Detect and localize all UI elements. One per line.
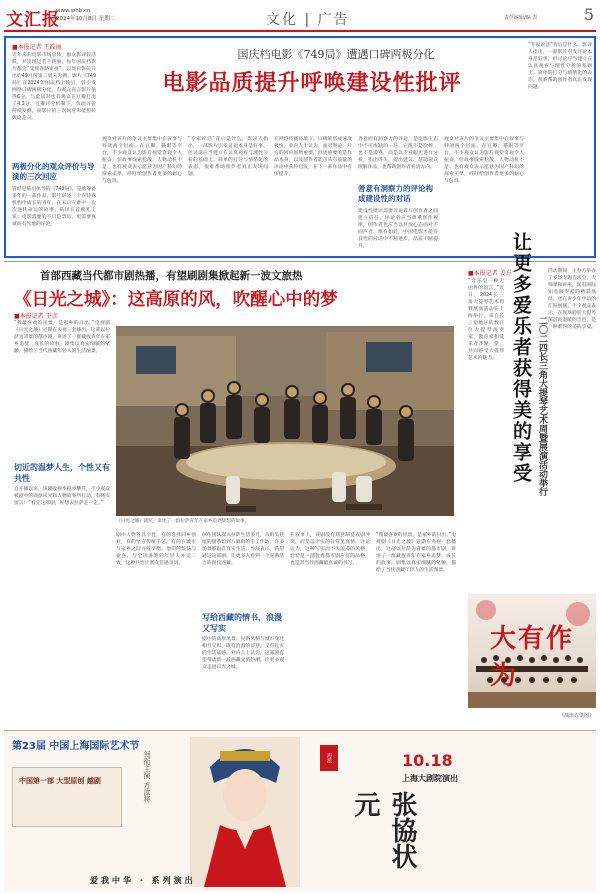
article2-subtitle: 首部西藏当代都市剧热播，有望刷剧集掀起新一波文旅热 — [40, 270, 303, 282]
article2-text-col: 剧中的高原风景、民俗风情与城市变迁相互交织，既有浪漫的诗意，又有扎实的生活质感。业内人士认为，这部剧有望带动新一波西藏文旅热潮，让更多观众走进日光之城。 — [202, 637, 284, 670]
article2-text-col: 剧中人物各具个性，有的选择回乡创业，有的坚守传统手艺，有的在城市与家乡之间寻找平衡。他们的烦恼与欢喜，与全国各地的年轻人并无二致，这种共性让观众倍感亲切。 — [116, 533, 196, 566]
article2-subhead: 写给西藏的情书，浪漫又写实 — [202, 613, 282, 633]
page-number: 5 — [583, 5, 594, 24]
performance-venue: 上海大剧院演出 — [402, 774, 458, 783]
article1-text-col: 在网络传播环境下，口碑的形成速度极快。业内人士认为，面对舆论，片方的回应固然重要，但更重要的是作品本身，以及创作者能否从有质量的评论中获得启发，在下一部作品中有所提升。 — [274, 137, 352, 177]
article2-title: 《日光之城》：这高原的风，吹醒心中的梦 — [14, 290, 338, 310]
article-film-criticism[interactable] — [4, 36, 596, 258]
article2-text-col: 创作团队深入拉萨生活多月，从街头巷尾的甜茶馆到八廓街的手工作坊，许多场景都取自真实生活。导演表示，希望通过这部剧，让更多人看到一个充满活力的现代西藏。 — [202, 533, 284, 566]
article1-text-col: 观众对该片的争议主要集中在叙事与特效两个层面。在豆瓣、猫眼等平台，不少观众认为影片视觉奇观令人振奋，但故事线索松散，人物动机不足。也有观众表示愿意为国产科幻的探索买单，呼吁给创作者更多的耐心与包容。 — [102, 137, 182, 184]
editor-credit: 责任编辑/编 表 — [504, 15, 538, 21]
newspaper-logo: 文汇报 — [6, 10, 60, 30]
article1-title: 电影品质提升呼唤建设性批评 — [162, 71, 462, 96]
article1-text-col: 观众对该片的争议主要集中在叙事与特效两个层面。在豆瓣、猫眼等平台，不少观众认为影片视觉奇观令人振奋，但故事线索松散，人物动机不足。也有观众表示愿意为国产科幻的探索买单，呼吁给创作者更多的耐心与包容。 — [444, 137, 524, 184]
festival-brand: 第23届 中国上海国际艺术节 — [12, 741, 140, 752]
article1-byline: ■本报记者 王筱丽 — [12, 44, 62, 51]
ad-tag: 海派 — [320, 745, 338, 771]
article3-text-col: “音乐是一种无国界的语言。”近日，2024长三角大提琴艺术周暨展演活动在上海举行，来自长三角地区的数百位大提琴演奏家、教育家和爱乐者齐聚一堂，共同感受大提琴艺术的魅力。 — [468, 279, 504, 361]
article1-subtitle: 国庆档电影《749局》遭遇口碑两极分化 — [237, 48, 435, 61]
article1-text-col: “专家说话”背后是什么。影评人指出，一部影片引发讨论本身是好事，但讨论应当建立在认真观看与理性分析的基础上。简单的打分与情绪化的表态，很难帮助创作者真正发现问题。 — [188, 137, 268, 177]
performance-date: 10.18 — [402, 751, 453, 770]
article3-title: 让更多爱乐者获得美的享受 — [510, 232, 532, 484]
play-title: 张協状元 — [350, 791, 417, 869]
article2-subhead: 切近的温梦人生，个性又有共性 — [14, 463, 110, 483]
masthead — [4, 2, 596, 32]
article1-text-col: 近年来的电影市场总体，群众影评较活跃，并出现过若干现象，每年国庆档影片都会“受到各路审视”。以周日影院开出的49月份第二周末为例，影片《749局》在2024年国庆档上映后，曾引发网络口碑两极分化，有观众直言影片值得6分。与此同时也有观众在豆瓣打出了4.3分。豆瓣评分机制下，负面评价持续发酵，而影片的三次回应未能扭转舆论走向。 — [12, 53, 96, 121]
opera-performer-image — [190, 737, 300, 887]
article2-text-col: “我最喜欢的风景，是家乡的日出。”电视剧《日光之城》近期在央视一套播出，这部以拉萨为背景的都市剧，讲述了一群藏族青年在家乡追梦、成长的故事。剧集以真实细腻的笔触，描绘了当代西藏年轻人的生活图景。 — [376, 533, 456, 573]
lead-actor: 领衔主演 方汝将 — [143, 751, 151, 803]
article3-byline: ■本报记者 姜方 — [468, 270, 512, 277]
article1-text-col: 曾经是陆川执导的《749局》，是他筹备多年的一部作品。影片讲述一个在特殊机构中成长的青年，在末日灾难中一次次逆转命运的故事，陆川在首映礼上说：电影需要的不只是票房，更需要真诚而有见地的评论。 — [12, 187, 96, 227]
section-title: 文化 | 广告 — [266, 12, 350, 28]
photo-caption: 《日光之城》剧照，讲述了一群拉萨青年在家乡追逐梦想的故事。 — [116, 519, 250, 524]
concert-poster — [468, 594, 596, 708]
issue-meta: www.whb.cn 2024年10月8日 星期二 — [56, 8, 116, 22]
article2-byline: ■本报记者 王彦 — [14, 313, 58, 320]
ad-label: 中国第一部 大型原创 越剧 — [19, 777, 101, 785]
article1-text-col: 建设性批评需要评论者与创作者之间建立信任。评论者应当尊重创作规律，创作者也应当以开放心态面对不同声音。唯有如此，中国电影才能在良性的对话中不断进步，品质不断提升。 — [358, 209, 438, 249]
article1-text-col: “专家说话”背后是什么。影评人指出，一部影片引发讨论本身是好事，但讨论应当建立在认真观看与理性分析的基础上。简单的打分与情绪化的表态，很难帮助创作者真正发现问题。 — [528, 43, 592, 90]
article2-text-col: 在叙事上，该剧没有刻意制造戏剧冲突，而是以平实的日常见真情。评论认为，这种写实而不失浪漫的风格，恰恰是一部优秀都市剧应有的品格，也是对当代西藏最真诚的书写。 — [290, 533, 370, 566]
article3-text-col: 活动期间，主办方举办了多场专题音乐会、大师课和讲座，既有国际知名演奏家的精彩演绎，也有青少年学员的汇报展演。不少观众表示，在现场聆听大提琴深沉而温暖的音色，是一种难得的美的享受。 — [548, 269, 596, 330]
article1-subhead: 善意有洞察力的评论构成建设性的对话 — [358, 184, 433, 203]
poster-title: 大有作为 — [490, 624, 575, 691]
article2-text-col: 自开播以来，该剧收视率稳步攀升，不少观众被剧中的高原风光和人物故事所打动。有网友留言：“看完这部剧，好想去拉萨走一走。” — [14, 487, 110, 506]
article3-subtitle: 二〇二四长三角大提琴艺术周暨展演活动举行 — [537, 316, 547, 496]
tv-drama-still-photo — [116, 326, 454, 516]
ad-slogan: 爱我中华 · 系列演出 — [90, 876, 196, 885]
article1-subhead: 两极分化的观众评价与导演的三次回应 — [12, 162, 95, 181]
advertisement-opera[interactable] — [4, 730, 596, 892]
photo-credit: （演出方供图） — [558, 713, 594, 719]
article2-text-col: “我最喜欢的风景，是家乡的日出。”电视剧《日光之城》近期在央视一套播出，这部以拉萨为背景的都市剧，讲述了一群藏族青年在家乡追梦、成长的故事。剧集以真实细腻的笔触，描绘了当代西藏年轻人的生活图景。 — [14, 321, 110, 354]
ad-label-box — [12, 767, 122, 827]
article1-text-col: 善意而有洞察力的评论，是电影生态中不可或缺的一环。它既不是吹捧，也不是谩骂，而是以专业眼光进行分析，指出得失，提出建议，帮助观众理解作品，也帮助创作者看清方向。 — [358, 137, 438, 170]
